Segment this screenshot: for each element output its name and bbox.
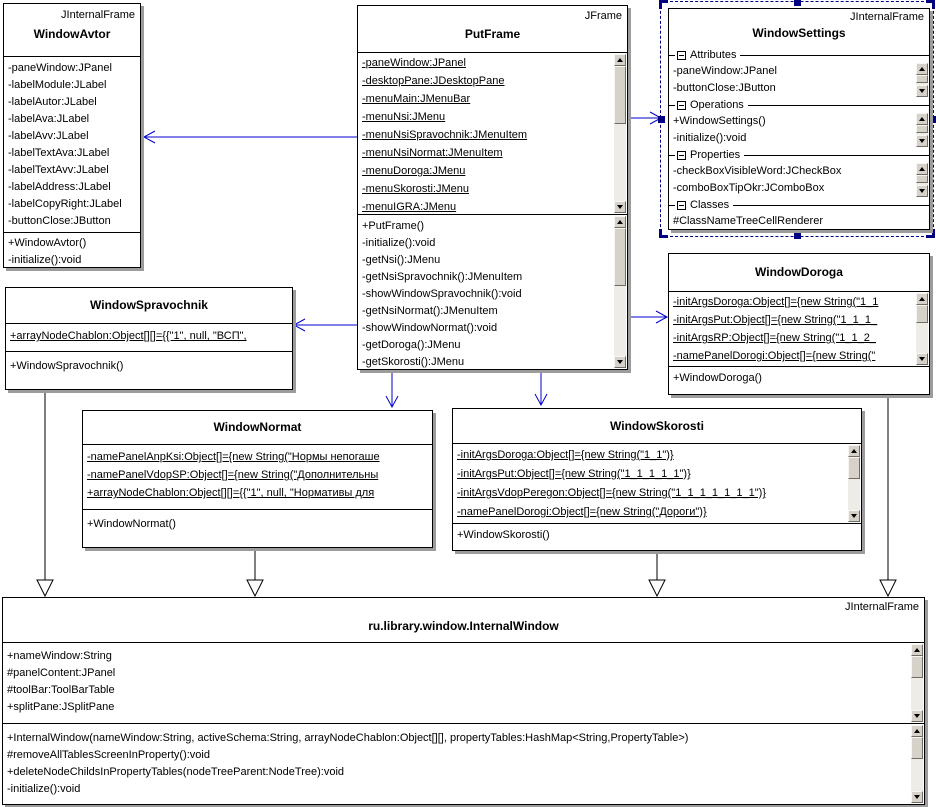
association-putframe-windowsettings[interactable] xyxy=(628,112,661,124)
group-label: Attributes xyxy=(690,49,737,61)
attribute-row[interactable]: -namePanelDorogi:Object[]={new String(" xyxy=(673,350,876,362)
operation-row[interactable]: +PutFrame() xyxy=(362,220,425,232)
attribute-row[interactable]: -labelCopyRight:JLabel xyxy=(8,198,122,210)
attribute-row[interactable]: -menuMain:JMenuBar xyxy=(362,93,471,105)
class-box-internalwindow[interactable] xyxy=(2,597,925,805)
operation-row[interactable]: +WindowSkorosti() xyxy=(457,529,550,541)
operation-row[interactable]: -showWindowNormat():void xyxy=(362,322,498,334)
operation-row[interactable]: -initialize():void xyxy=(7,783,81,795)
scroll-down-icon xyxy=(919,189,925,193)
attribute-row[interactable]: -initArgsRP:Object[]={new String("1_1_2_ xyxy=(673,332,876,344)
selection-handle[interactable] xyxy=(929,116,936,123)
association-putframe-windowskorosti[interactable] xyxy=(535,370,547,405)
operations-scrollbar[interactable] xyxy=(911,725,923,803)
scroll-up-icon xyxy=(914,729,920,733)
group-scrollbar[interactable] xyxy=(916,63,928,97)
scroll-up-button[interactable] xyxy=(916,113,928,125)
operation-row[interactable]: +WindowDoroga() xyxy=(673,372,762,384)
scroll-up-button[interactable] xyxy=(916,293,928,305)
class-name: WindowDoroga xyxy=(755,265,843,279)
attribute-row[interactable]: -labelAddress:JLabel xyxy=(8,181,111,193)
scroll-down-icon xyxy=(919,139,925,143)
attribute-row[interactable]: +arrayNodeChablon:Object[][]={{"1", null, "ВСП", xyxy=(10,330,247,342)
scroll-down-button[interactable] xyxy=(911,710,923,722)
scroll-down-button[interactable] xyxy=(916,135,928,147)
property-row[interactable]: -comboBoxTipOkr:JComboBox xyxy=(673,182,825,194)
generalization-windowdoroga-internalwindow[interactable] xyxy=(880,395,896,596)
attribute-row[interactable]: -buttonClose:JButton xyxy=(8,215,111,227)
attribute-row[interactable]: +nameWindow:String xyxy=(7,650,112,662)
scrollbar-track[interactable] xyxy=(848,479,860,510)
attribute-row[interactable]: -initArgsDoroga:Object[]={new String("1_1 xyxy=(673,296,879,308)
scroll-up-button[interactable] xyxy=(916,63,928,75)
attribute-row[interactable]: -labelAva:JLabel xyxy=(8,113,90,125)
attribute-row[interactable]: -menuNsi:JMenu xyxy=(362,111,446,123)
association-putframe-windowdoroga[interactable] xyxy=(628,311,667,323)
association-putframe-windowspravochnik[interactable] xyxy=(294,319,357,331)
scrollbar-track[interactable] xyxy=(911,759,923,791)
association-putframe-windowavtor[interactable] xyxy=(144,131,357,143)
selection-handle[interactable] xyxy=(658,116,665,123)
scrollbar-thumb[interactable] xyxy=(614,66,626,124)
scroll-down-icon xyxy=(919,357,925,361)
operation-row[interactable]: -initialize():void xyxy=(362,237,436,249)
class-stereotype: JInternalFrame xyxy=(61,9,135,21)
generalization-windownormat-internalwindow[interactable] xyxy=(247,548,263,596)
scroll-down-icon xyxy=(919,89,925,93)
selection-handle[interactable] xyxy=(659,229,668,238)
operation-row[interactable]: +deleteNodeChildsInPropertyTables(nodeTreeParent:NodeTree):void xyxy=(7,766,345,778)
scroll-up-button[interactable] xyxy=(916,163,928,175)
scroll-down-icon xyxy=(914,714,920,718)
scroll-up-icon xyxy=(617,58,623,62)
attributes-scrollbar[interactable] xyxy=(916,293,928,365)
scroll-down-icon xyxy=(851,514,857,518)
selection-handle[interactable] xyxy=(794,0,801,6)
class-box-windowsettings[interactable] xyxy=(668,8,930,230)
association-putframe-windownormat[interactable] xyxy=(386,370,398,407)
scroll-up-icon xyxy=(919,167,925,171)
collapse-icon[interactable] xyxy=(677,201,686,210)
operation-row[interactable]: -initialize():void xyxy=(8,254,82,266)
attribute-row[interactable]: -initArgsPut:Object[]={new String("1_1_1_ xyxy=(673,314,878,326)
attribute-row[interactable]: -buttonClose:JButton xyxy=(673,82,776,94)
operations-scrollbar[interactable] xyxy=(614,216,626,368)
scroll-up-button[interactable] xyxy=(614,54,626,66)
class-name: PutFrame xyxy=(464,27,521,41)
scroll-down-button[interactable] xyxy=(916,85,928,97)
operation-row[interactable]: -getSkorosti():JMenu xyxy=(362,356,465,368)
class-name: WindowSettings xyxy=(752,26,846,40)
scroll-down-button[interactable] xyxy=(614,201,626,213)
scrollbar-thumb[interactable] xyxy=(916,75,928,83)
selection-handle[interactable] xyxy=(659,0,668,9)
class-name: WindowSpravochnik xyxy=(90,298,208,312)
scrollbar-track[interactable] xyxy=(614,286,626,356)
attribute-row[interactable]: -labelTextAva:JLabel xyxy=(8,147,110,159)
class-name: WindowSkorosti xyxy=(610,419,704,433)
operation-row[interactable]: -getNsiNormat():JMenuItem xyxy=(362,305,498,317)
group-scrollbar[interactable] xyxy=(916,113,928,147)
attribute-row[interactable]: -labelAvv:JLabel xyxy=(8,130,89,142)
scroll-up-icon xyxy=(919,297,925,301)
scrollbar-thumb[interactable] xyxy=(916,125,928,133)
group-header-operations xyxy=(669,97,929,113)
class-name: ru.library.window.InternalWindow xyxy=(368,619,559,633)
scrollbar-thumb[interactable] xyxy=(848,457,860,479)
class-box-windowskorosti[interactable] xyxy=(452,408,862,551)
attribute-row[interactable]: -labelModule:JLabel xyxy=(8,79,107,91)
scroll-down-button[interactable] xyxy=(848,510,860,522)
attribute-row[interactable]: -namePanelVdopSP:Object[]={new String("Дополнительны xyxy=(87,469,379,481)
attribute-row[interactable]: -menuNsiNormat:JMenuItem xyxy=(362,147,503,159)
attribute-row[interactable]: -labelAutor:JLabel xyxy=(8,96,97,108)
attribute-row[interactable]: -desktopPane:JDesktopPane xyxy=(362,75,505,87)
scroll-up-button[interactable] xyxy=(614,216,626,228)
attributes-scrollbar[interactable] xyxy=(911,644,923,722)
attribute-row[interactable]: -initArgsDoroga:Object[]={new String("1_1")} xyxy=(457,449,674,461)
group-label: Properties xyxy=(690,149,741,161)
class-stereotype: JFrame xyxy=(584,10,622,22)
attribute-row[interactable]: -menuIGRA:JMenu xyxy=(362,201,457,213)
operation-row[interactable]: +WindowSettings() xyxy=(673,115,766,127)
selection-handle[interactable] xyxy=(794,232,801,239)
scroll-up-icon xyxy=(914,648,920,652)
operation-row[interactable]: -showWindowSpravochnik():void xyxy=(362,288,522,300)
operation-row[interactable]: -getNsi():JMenu xyxy=(362,254,441,266)
collapse-icon[interactable] xyxy=(677,51,686,60)
scroll-down-button[interactable] xyxy=(916,353,928,365)
attribute-row[interactable]: -paneWindow:JPanel xyxy=(673,65,777,77)
attribute-row[interactable]: #toolBar:ToolBarTable xyxy=(7,684,115,696)
property-row[interactable]: -checkBoxVisibleWord:JCheckBox xyxy=(673,165,842,177)
operation-row[interactable]: -initialize():void xyxy=(673,132,747,144)
scroll-up-button[interactable] xyxy=(911,725,923,737)
operation-row[interactable]: -getDoroga():JMenu xyxy=(362,339,461,351)
attribute-row[interactable]: -paneWindow:JPanel xyxy=(362,57,466,69)
scroll-down-icon xyxy=(617,360,623,364)
scroll-up-icon xyxy=(919,67,925,71)
scrollbar-thumb[interactable] xyxy=(911,737,923,759)
scrollbar-thumb[interactable] xyxy=(911,656,923,678)
operation-row[interactable]: +WindowNormat() xyxy=(87,518,176,530)
attribute-row[interactable]: -labelTextAvv:JLabel xyxy=(8,164,109,176)
scroll-up-button[interactable] xyxy=(848,445,860,457)
operation-row[interactable]: +InternalWindow(nameWindow:String, activeSchema:String, arrayNodeChablon:Object[][], propertyTables:HashMap<String,PropertyTable>) xyxy=(7,732,689,744)
attribute-row[interactable]: -initArgsVdopPeregon:Object[]={new String("1_1_1_1_1_1_1")} xyxy=(457,487,766,499)
class-row[interactable]: #ClassNameTreeCellRenderer xyxy=(673,215,823,227)
attribute-row[interactable]: -menuDoroga:JMenu xyxy=(362,165,466,177)
class-box-windownormat[interactable] xyxy=(82,410,433,548)
collapse-icon[interactable] xyxy=(677,101,686,110)
scroll-down-button[interactable] xyxy=(614,356,626,368)
group-header-classes xyxy=(669,197,929,213)
operation-row[interactable]: +WindowAvtor() xyxy=(8,237,87,249)
attribute-row[interactable]: +splitPane:JSplitPane xyxy=(7,701,115,713)
scrollbar-track[interactable] xyxy=(614,124,626,201)
selection-handle[interactable] xyxy=(926,229,935,238)
scroll-up-icon xyxy=(617,220,623,224)
group-label: Operations xyxy=(690,99,744,111)
scroll-up-button[interactable] xyxy=(911,644,923,656)
class-stereotype: JInternalFrame xyxy=(850,11,924,23)
attribute-row[interactable]: -namePanelDorogi:Object[]={new String("Дороги")} xyxy=(457,506,707,518)
class-box-windowavtor[interactable] xyxy=(3,3,141,268)
attributes-scrollbar[interactable] xyxy=(614,54,626,213)
class-name: WindowAvtor xyxy=(33,27,111,41)
generalization-windowspravochnik-internalwindow[interactable] xyxy=(37,390,53,596)
class-box-putframe[interactable] xyxy=(357,5,628,370)
attribute-row[interactable]: -menuSkorosti:JMenu xyxy=(362,183,469,195)
group-header-attributes xyxy=(669,47,929,63)
scroll-down-button[interactable] xyxy=(916,185,928,197)
collapse-icon[interactable] xyxy=(677,151,686,160)
scroll-up-icon xyxy=(851,449,857,453)
attribute-row[interactable]: -menuNsiSpravochnik:JMenuItem xyxy=(362,129,528,141)
attribute-row[interactable]: -initArgsPut:Object[]={new String("1_1_1_1_1")} xyxy=(457,468,691,480)
scrollbar-thumb[interactable] xyxy=(614,228,626,286)
group-label: Classes xyxy=(690,199,730,211)
attribute-row[interactable]: -paneWindow:JPanel xyxy=(8,62,112,74)
operation-row[interactable]: #removeAllTablesScreenInProperty():void xyxy=(7,749,210,761)
scroll-down-icon xyxy=(617,205,623,209)
scroll-up-icon xyxy=(919,117,925,121)
scroll-down-icon xyxy=(914,795,920,799)
class-name: WindowNormat xyxy=(213,420,302,434)
group-scrollbar[interactable] xyxy=(916,163,928,197)
attribute-row[interactable]: +arrayNodeChablon:Object[][]={{"1", null, "Нормативы для xyxy=(87,487,375,499)
class-box-windowdoroga[interactable] xyxy=(668,253,930,395)
scrollbar-thumb[interactable] xyxy=(916,305,928,323)
scrollbar-track[interactable] xyxy=(911,678,923,710)
class-stereotype: JInternalFrame xyxy=(845,601,919,613)
scrollbar-thumb[interactable] xyxy=(916,175,928,183)
attributes-scrollbar[interactable] xyxy=(848,445,860,522)
group-header-properties xyxy=(669,147,929,163)
scrollbar-track[interactable] xyxy=(916,323,928,353)
class-box-windowspravochnik[interactable] xyxy=(5,287,293,390)
scroll-down-button[interactable] xyxy=(911,791,923,803)
operation-row[interactable]: -getNsiSpravochnik():JMenuItem xyxy=(362,271,523,283)
generalization-windowskorosti-internalwindow[interactable] xyxy=(649,551,665,596)
operation-row[interactable]: +WindowSpravochnik() xyxy=(10,360,124,372)
attribute-row[interactable]: #panelContent:JPanel xyxy=(7,667,116,679)
attribute-row[interactable]: -namePanelAnpKsi:Object[]={new String("Нормы непогаше xyxy=(87,451,380,463)
